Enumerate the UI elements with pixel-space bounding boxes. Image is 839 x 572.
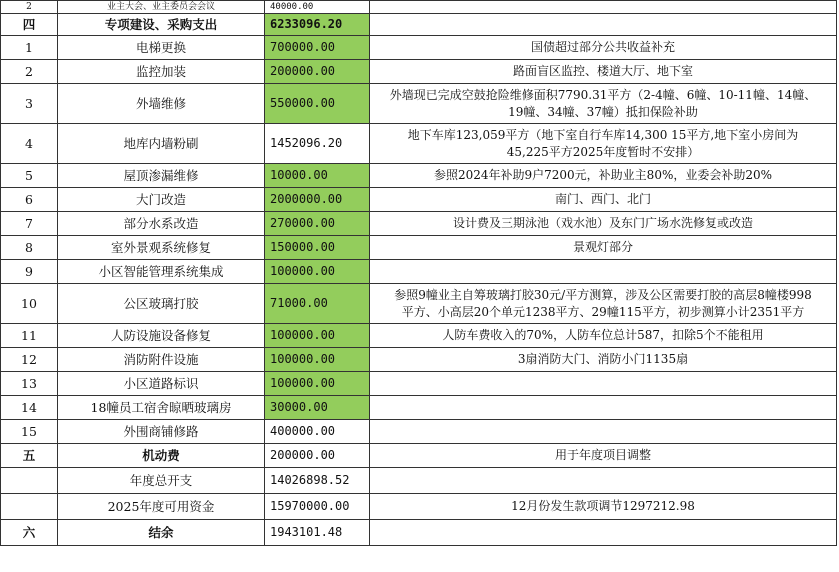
note-cell [370, 260, 837, 284]
amount-cell: 100000.00 [265, 260, 370, 284]
note-cell: 路面盲区监控、楼道大厅、地下室 [370, 60, 837, 84]
amount-cell: 10000.00 [265, 164, 370, 188]
section-title: 结余 [58, 520, 265, 546]
row-index: 4 [1, 124, 58, 164]
table-row [1, 420, 837, 444]
section-row [1, 520, 837, 546]
section-amount: 1943101.48 [265, 520, 370, 546]
table-row [1, 396, 837, 420]
note-cell [370, 124, 837, 164]
row-index: 13 [1, 372, 58, 396]
note-cell: 景观灯部分 [370, 236, 837, 260]
summary-note [370, 468, 837, 494]
row-index: 3 [1, 84, 58, 124]
amount-cell: 700000.00 [265, 36, 370, 60]
section-row [1, 444, 837, 468]
amount-cell: 150000.00 [265, 236, 370, 260]
note-cell [370, 372, 837, 396]
table-row [1, 188, 837, 212]
note-line: 地下车库123,059平方（地下室自行车库14,300 15平方,地下室小房间为 [407, 128, 799, 143]
table-row [1, 124, 837, 164]
note-line: 外墙现已完成空鼓抢险维修面积7790.31平方（2-4幢、6幢、10-11幢、14幢、 [389, 88, 817, 103]
section-index: 四 [1, 14, 58, 36]
item-name: 外墙维修 [58, 84, 265, 124]
section-title: 专项建设、采购支出 [58, 14, 265, 36]
row-index: 14 [1, 396, 58, 420]
summary-row [1, 468, 837, 494]
row-index: 11 [1, 324, 58, 348]
row-index: 12 [1, 348, 58, 372]
note-cell: 人防车费收入的70%，人防车位总计587，扣除5个不能租用 [370, 324, 837, 348]
item-name: 公区玻璃打胶 [58, 284, 265, 324]
table-row [1, 164, 837, 188]
note-line: 参照9幢业主自筹玻璃打胶30元/平方测算，涉及公区需要打胶的高层8幢楼998 [394, 288, 812, 303]
item-name: 屋顶渗漏维修 [58, 164, 265, 188]
note-cell: 南门、西门、北门 [370, 188, 837, 212]
row-index: 5 [1, 164, 58, 188]
note-cell: 3扇消防大门、消防小门1135扇 [370, 348, 837, 372]
note-line: 平方、小高层20个单元1238平方、29幢115平方，初步测算小计2351平方 [401, 304, 805, 319]
note-cell: 国债超过部分公共收益补充 [370, 36, 837, 60]
amount-cell: 400000.00 [265, 420, 370, 444]
item-name: 18幢员工宿舍晾晒玻璃房 [58, 396, 265, 420]
amount-cell: 100000.00 [265, 372, 370, 396]
note-cell [370, 1, 837, 14]
amount-cell: 550000.00 [265, 84, 370, 124]
table-row [1, 236, 837, 260]
section-amount: 200000.00 [265, 444, 370, 468]
table-row [1, 324, 837, 348]
table-row [1, 348, 837, 372]
row-index: 6 [1, 188, 58, 212]
amount-cell: 40000.00 [265, 1, 370, 14]
amount-cell: 1452096.20 [265, 124, 370, 164]
summary-index [1, 468, 58, 494]
summary-row [1, 494, 837, 520]
table-row [1, 60, 837, 84]
row-index: 8 [1, 236, 58, 260]
summary-amount: 14026898.52 [265, 468, 370, 494]
note-cell: 参照2024年补助9户7200元，补助业主80%，业委会补助20% [370, 164, 837, 188]
row-index: 1 [1, 36, 58, 60]
summary-amount: 15970000.00 [265, 494, 370, 520]
amount-cell: 71000.00 [265, 284, 370, 324]
section-row [1, 14, 837, 36]
item-name: 部分水系改造 [58, 212, 265, 236]
amount-cell: 200000.00 [265, 60, 370, 84]
table-row [1, 84, 837, 124]
item-name: 电梯更换 [58, 36, 265, 60]
amount-cell: 100000.00 [265, 348, 370, 372]
note-cell [370, 396, 837, 420]
item-name: 消防附件设施 [58, 348, 265, 372]
amount-cell: 2000000.00 [265, 188, 370, 212]
summary-note: 12月份发生款项调节1297212.98 [370, 494, 837, 520]
section-note [370, 14, 837, 36]
section-title: 机动费 [58, 444, 265, 468]
row-index: 10 [1, 284, 58, 324]
item-name: 地库内墙粉刷 [58, 124, 265, 164]
item-name: 大门改造 [58, 188, 265, 212]
note-cell [370, 284, 837, 324]
note-cell [370, 420, 837, 444]
summary-label: 2025年度可用资金 [58, 494, 265, 520]
row-index: 2 [1, 1, 58, 14]
section-index: 五 [1, 444, 58, 468]
item-name: 室外景观系统修复 [58, 236, 265, 260]
item-name: 业主大会、业主委员会会议 [58, 1, 265, 14]
item-name: 监控加装 [58, 60, 265, 84]
table-row [1, 36, 837, 60]
table-row [1, 260, 837, 284]
item-name: 人防设施设备修复 [58, 324, 265, 348]
row-index: 15 [1, 420, 58, 444]
amount-cell: 30000.00 [265, 396, 370, 420]
note-cell: 设计费及三期泳池（戏水池）及东门广场水洗修复或改造 [370, 212, 837, 236]
section-note [370, 520, 837, 546]
item-name: 外围商铺修路 [58, 420, 265, 444]
amount-cell: 270000.00 [265, 212, 370, 236]
table-row-partial [1, 1, 837, 14]
row-index: 2 [1, 60, 58, 84]
table-row [1, 284, 837, 324]
row-index: 7 [1, 212, 58, 236]
summary-label: 年度总开支 [58, 468, 265, 494]
table-row [1, 212, 837, 236]
section-index: 六 [1, 520, 58, 546]
section-amount: 6233096.20 [265, 14, 370, 36]
note-line: 45,225平方2025年度暂时不安排） [506, 144, 700, 159]
note-line: 19幢、34幢、37幢）抵扣保险补助 [508, 104, 698, 119]
amount-cell: 100000.00 [265, 324, 370, 348]
note-cell [370, 84, 837, 124]
section-note: 用于年度项目调整 [370, 444, 837, 468]
summary-index [1, 494, 58, 520]
item-name: 小区道路标识 [58, 372, 265, 396]
item-name: 小区智能管理系统集成 [58, 260, 265, 284]
row-index: 9 [1, 260, 58, 284]
table-row [1, 372, 837, 396]
